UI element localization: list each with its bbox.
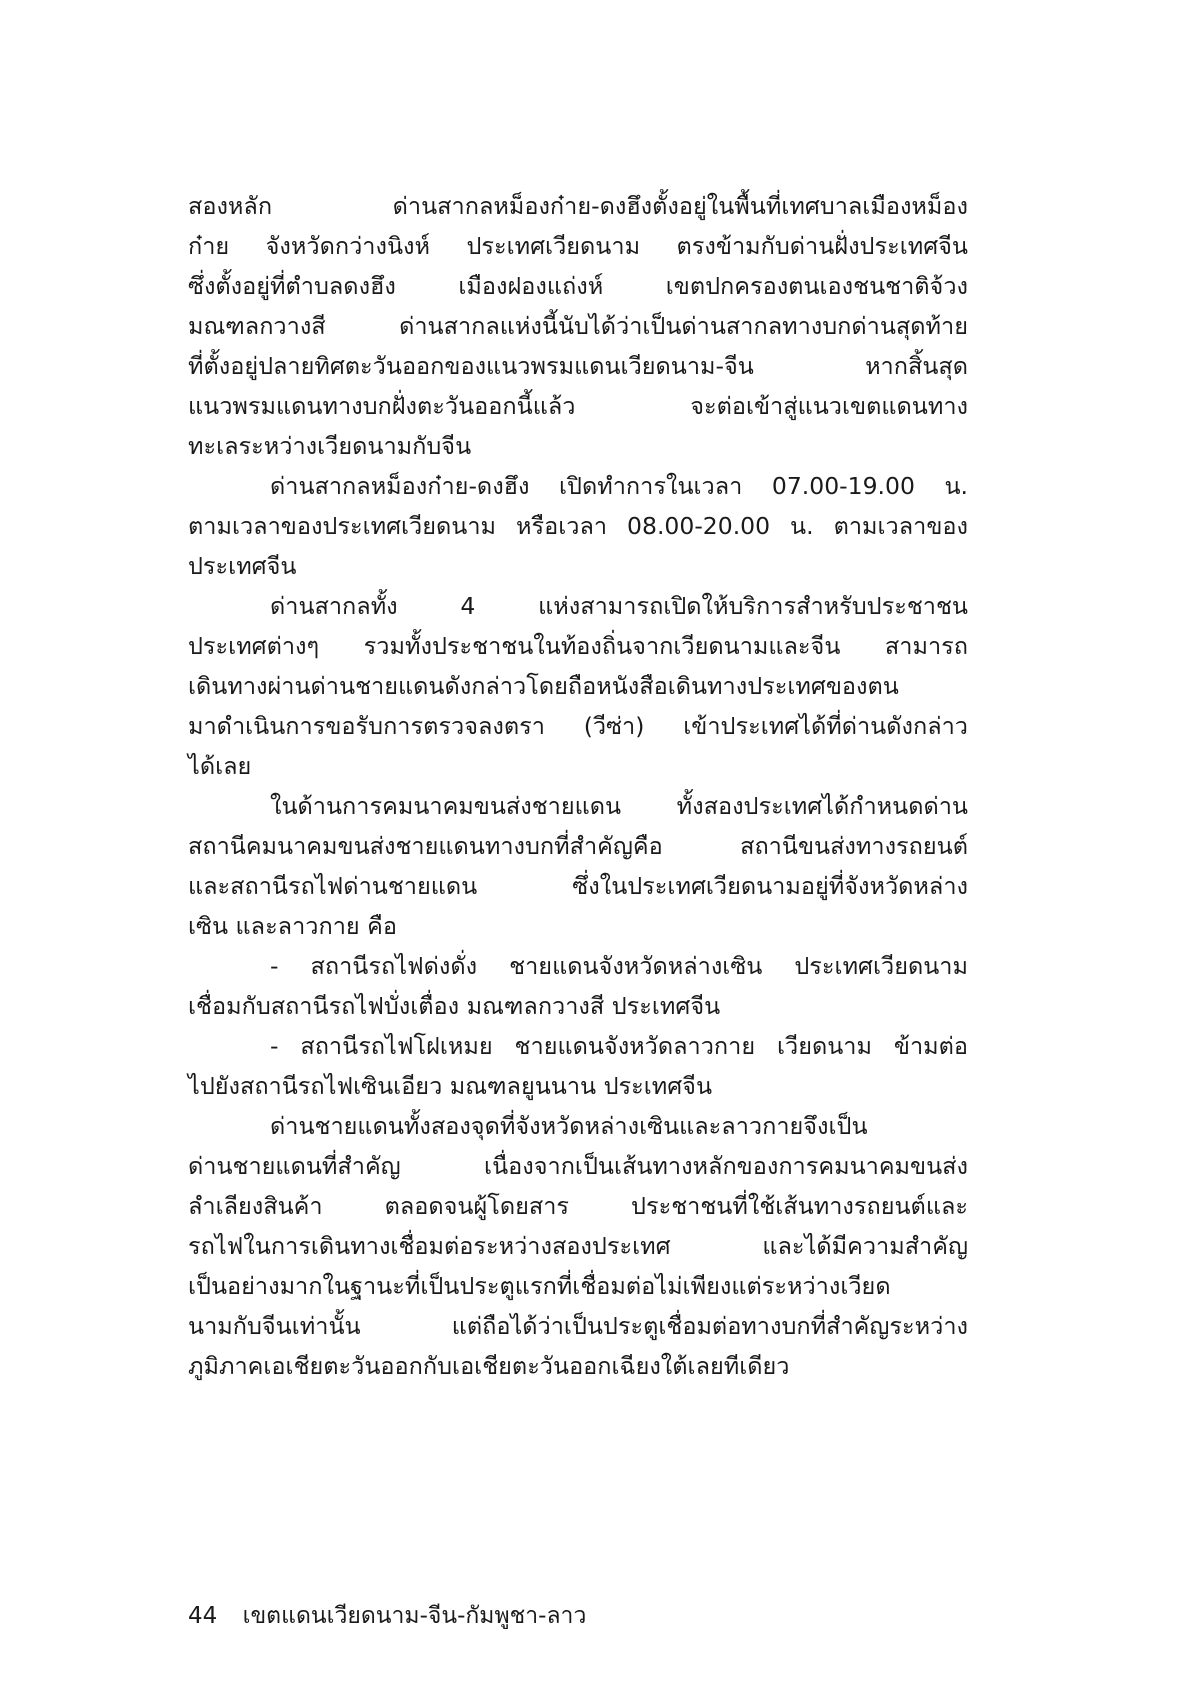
body-line: ด่านสากลทั้ง 4 แห่งสามารถเปิดให้บริการสำหรับประชาชน xyxy=(270,592,968,620)
body-line: ด่านชายแดนทั้งสองจุดที่จังหวัดหล่างเซินและลาวกายจึงเป็น xyxy=(270,1112,868,1140)
page-footer xyxy=(188,1596,586,1636)
page-number: 44 xyxy=(188,1603,218,1629)
body-line: ซึ่งตั้งอยู่ที่ตำบลดงฮึง เมืองฝองแถ่งห์ เขตปกครองตนเองชนชาติจ้วง xyxy=(188,272,968,300)
body-line: เป็นอย่างมากในฐานะที่เป็นประตูแรกที่เชื่อมต่อไม่เพียงแต่ระหว่างเวียด xyxy=(188,1272,891,1300)
body-line: เดินทางผ่านด่านชายแดนดังกล่าวโดยถือหนังสือเดินทางประเทศของตน xyxy=(188,672,899,700)
body-line: ในด้านการคมนาคมขนส่งชายแดน ทั้งสองประเทศได้กำหนดด่าน xyxy=(270,792,968,820)
body-line: สถานีคมนาคมขนส่งชายแดนทางบกที่สำคัญคือ สถานีขนส่งทางรถยนต์ xyxy=(188,832,968,860)
body-line: ตามเวลาของประเทศเวียดนาม หรือเวลา 08.00-20.00 น. ตามเวลาของ xyxy=(188,512,968,540)
body-line: เซิน และลาวกาย คือ xyxy=(188,912,397,940)
body-line: ลำเลียงสินค้า ตลอดจนผู้โดยสาร ประชาชนที่ใช้เส้นทางรถยนต์และ xyxy=(188,1192,968,1220)
body-line: ทะเลระหว่างเวียดนามกับจีน xyxy=(188,432,472,460)
body-line: ภูมิภาคเอเชียตะวันออกกับเอเชียตะวันออกเฉียงใต้เลยทีเดียว xyxy=(188,1352,790,1380)
body-line: ก๋าย จังหวัดกว่างนิงห์ ประเทศเวียดนาม ตรงข้ามกับด่านฝั่งประเทศจีน xyxy=(188,232,968,260)
body-line: รถไฟในการเดินทางเชื่อมต่อระหว่างสองประเทศ และได้มีความสำคัญ xyxy=(188,1232,968,1260)
body-line: ที่ตั้งอยู่ปลายทิศตะวันออกของแนวพรมแดนเวียดนาม-จีน หากสิ้นสุด xyxy=(188,352,968,380)
body-line: ด่านสากลหม็องก๋าย-ดงฮึง เปิดทำการในเวลา 07.00-19.00 น. xyxy=(270,472,968,500)
body-line: มาดำเนินการขอรับการตรวจลงตรา (วีซ่า) เข้าประเทศได้ที่ด่านดังกล่าว xyxy=(188,712,968,740)
body-line: ประเทศต่างๆ รวมทั้งประชาชนในท้องถิ่นจากเวียดนามและจีน สามารถ xyxy=(188,632,968,660)
body-line: ประเทศจีน xyxy=(188,552,297,580)
body-line: และสถานีรถไฟด่านชายแดน ซึ่งในประเทศเวียดนามอยู่ที่จังหวัดหล่าง xyxy=(188,872,968,900)
body-line: - สถานีรถไฟโฝเหมย ชายแดนจังหวัดลาวกาย เวียดนาม ข้ามต่อ xyxy=(270,1032,968,1060)
body-line: สองหลัก ด่านสากลหม็องก๋าย-ดงฮึงตั้งอยู่ในพื้นที่เทศบาลเมืองหม็อง xyxy=(188,192,968,220)
body-line: นามกับจีนเท่านั้น แต่ถือได้ว่าเป็นประตูเชื่อมต่อทางบกที่สำคัญระหว่าง xyxy=(188,1312,968,1340)
body-line: มณฑลกวางสี ด่านสากลแห่งนี้นับได้ว่าเป็นด่านสากลทางบกด่านสุดท้าย xyxy=(188,312,968,340)
running-title: เขตแดนเวียดนาม-จีน-กัมพูชา-ลาว xyxy=(242,1603,587,1629)
body-line: ด่านชายแดนที่สำคัญ เนื่องจากเป็นเส้นทางหลักของการคมนาคมขนส่ง xyxy=(188,1152,968,1180)
body-line: - สถานีรถไฟด่งดั่ง ชายแดนจังหวัดหล่างเซิน ประเทศเวียดนาม xyxy=(270,952,968,980)
body-line: ไปยังสถานีรถไฟเซินเอียว มณฑลยูนนาน ประเทศจีน xyxy=(188,1072,713,1100)
body-line: แนวพรมแดนทางบกฝั่งตะวันออกนี้แล้ว จะต่อเข้าสู่แนวเขตแดนทาง xyxy=(188,392,968,420)
body-line: ได้เลย xyxy=(188,752,252,780)
body-line: เชื่อมกับสถานีรถไฟบั่งเตื่อง มณฑลกวางสี ประเทศจีน xyxy=(188,992,721,1020)
page-body xyxy=(188,186,968,1386)
